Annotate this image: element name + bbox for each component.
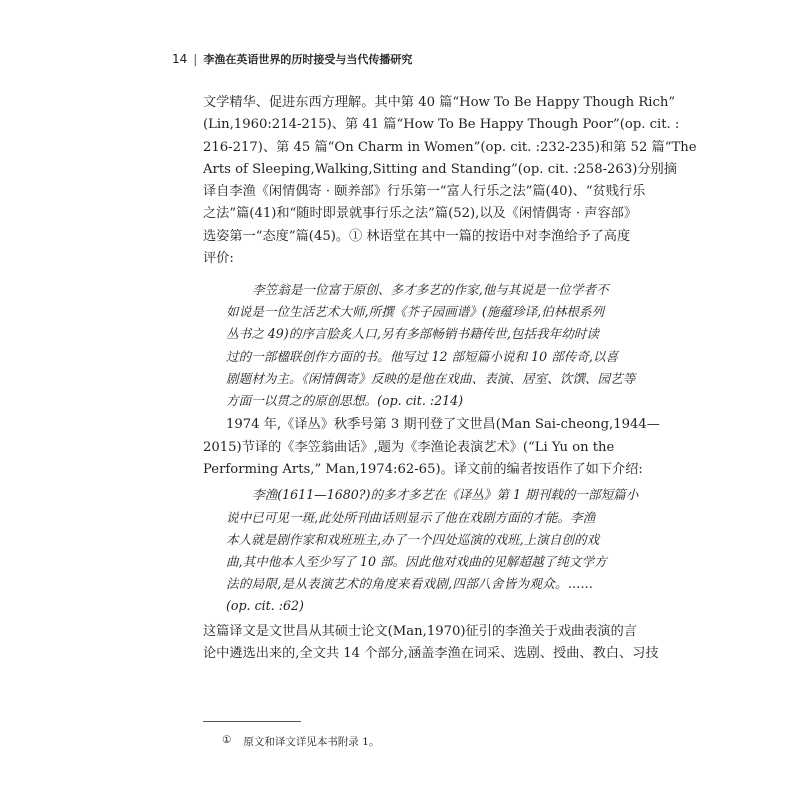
paragraph3-line: 这篇译文是文世昌从其硕士论文(Man,1970)征引的李渔关于戏曲表演的言 <box>203 624 637 639</box>
quote1-line: 方面一以贯之的原创思想。(op. cit. :214) <box>226 393 464 408</box>
paragraph1-line: (Lin,1960:214-215)、第 41 篇“How To Be Happy Though Poor”(op. cit. : <box>203 117 680 132</box>
footnote-rule <box>203 721 301 722</box>
header-separator: | <box>193 52 198 66</box>
quote2-line: 说中已可见一斑,此处所刊曲话则显示了他在戏剧方面的才能。李渔 <box>226 510 596 525</box>
paragraph1-line: 译自李渔《闲情偶寄 · 颐养部》行乐第一“富人行乐之法”篇(40)、“贫贱行乐 <box>203 184 646 199</box>
paragraph1-line: Arts of Sleeping,Walking,Sitting and Standing”(op. cit. :258-263)分别摘 <box>203 162 677 177</box>
paragraph2-line: 1974 年,《译丛》秋季号第 3 期刊登了文世昌(Man Sai-cheong,1944— <box>226 417 660 432</box>
paragraph1-line: 之法”篇(41)和“随时即景就事行乐之法”篇(52),以及《闲情偶寄 · 声容部》 <box>203 206 638 221</box>
quote1-line: 剧题材为主。《闲情偶寄》反映的是他在戏曲、表演、居室、饮馔、园艺等 <box>226 371 636 386</box>
quote2-line: (op. cit. :62) <box>226 598 304 613</box>
paragraph1-line: 文学精华、促进东西方理解。其中第 40 篇“How To Be Happy Though Rich” <box>203 95 676 110</box>
quote1-line: 如说是一位生活艺术大师,所撰《芥子园画谱》(施蕴珍译,伯林根系列 <box>226 304 605 319</box>
footnote-text: 原文和译文详见本书附录 1。 <box>243 736 380 748</box>
quote2-line: 曲,其中他本人至少写了 10 部。因此他对戏曲的见解超越了纯文学方 <box>226 554 607 569</box>
quote1-line: 李笠翁是一位富于原创、多才多艺的作家,他与其说是一位学者不 <box>252 282 609 297</box>
paragraph1-line: 选姿第一“态度”篇(45)。① 林语堂在其中一篇的按语中对李渔给予了高度 <box>203 229 631 244</box>
book-title: 李渔在英语世界的历时接受与当代传播研究 <box>203 53 413 66</box>
quote2-line: 李渔(1611—1680?)的多才多艺在《译丛》第 1 期刊载的一部短篇小 <box>252 487 639 502</box>
quote1-line: 过的一部楹联创作方面的书。他写过 12 部短篇小说和 10 部传奇,以喜 <box>226 349 619 364</box>
paragraph3-line: 论中遴选出来的,全文共 14 个部分,涵盖李渔在词采、选剧、授曲、教白、习技 <box>203 646 659 661</box>
quote2-line: 本人就是剧作家和戏班班主,办了一个四处巡演的戏班,上演自创的戏 <box>226 532 600 547</box>
footnote-marker: ① <box>222 734 232 746</box>
quote1-line: 丛书之 49)的序言脍炙人口,另有多部畅销书籍传世,包括我年幼时读 <box>226 326 599 341</box>
paragraph1-line: 评价: <box>203 251 234 266</box>
page-number: 14 <box>172 52 188 66</box>
paragraph2-line: Performing Arts,” Man,1974:62-65)。译文前的编者按语作了如下介绍: <box>203 462 643 477</box>
paragraph2-line: 2015)节译的《李笠翁曲话》,题为《李渔论表演艺术》(“Li Yu on the <box>203 440 615 455</box>
running-header <box>172 51 412 67</box>
quote2-line: 法的局限,是从表演艺术的角度来看戏剧,四部八舍皆为观众。…… <box>226 576 593 591</box>
footnote <box>222 734 379 749</box>
paragraph1-line: 216-217)、第 45 篇“On Charm in Women”(op. cit. :232-235)和第 52 篇“The <box>203 140 697 155</box>
